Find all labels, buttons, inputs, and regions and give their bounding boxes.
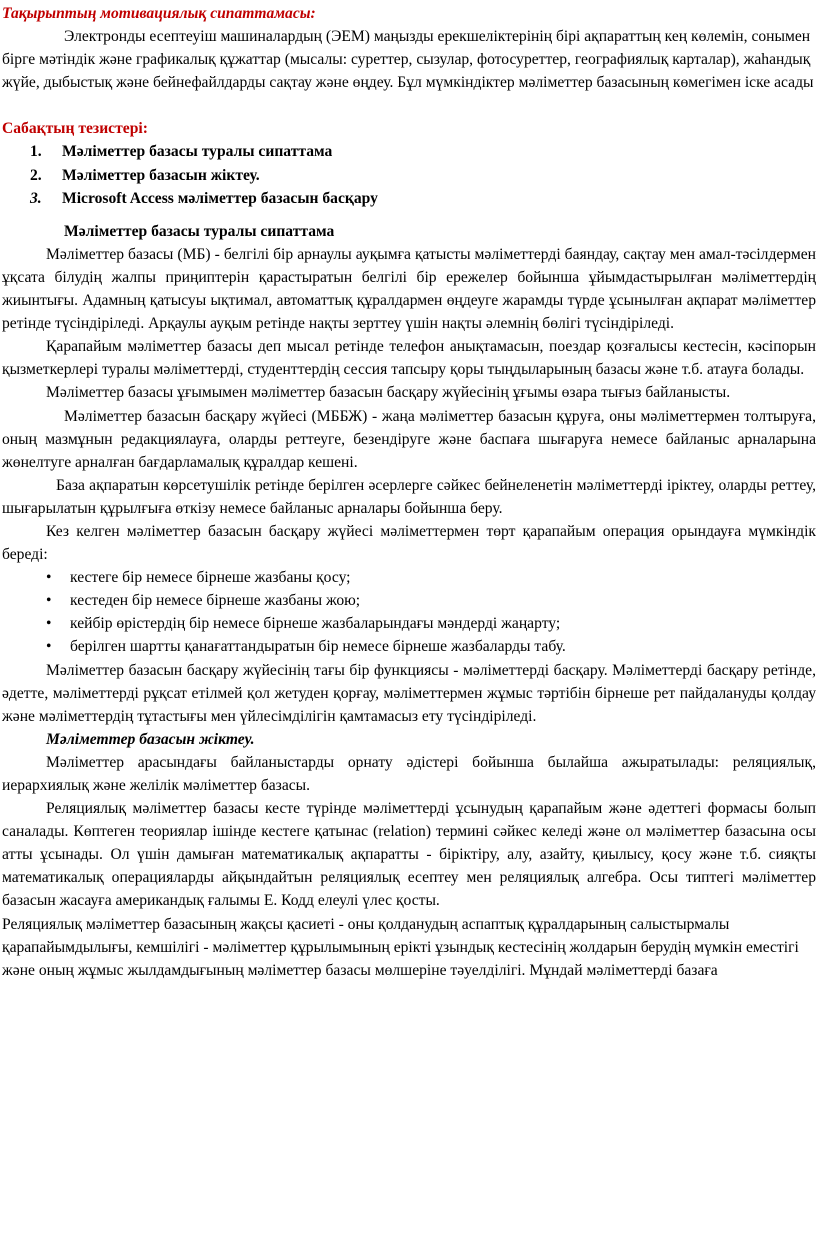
operation-text: кестеден бір немесе бірнеше жазбаны жою;: [70, 592, 361, 610]
bullet-icon: •: [46, 569, 52, 587]
thesis-text: Мәліметтер базасын жіктеу.: [62, 166, 260, 184]
section2-paragraph: Мәліметтер арасындағы байланыстарды орнату әдістері бойынша былайша ажыратылады: реляциялық, иерархиялық және желілік мәліметтер базасы.: [2, 753, 816, 794]
bullet-icon: •: [46, 638, 52, 656]
section1-paragraph: Мәліметтер базасын басқару жүйесі (МББЖ) - жаңа мәліметтер базасын құруға, оны мәліметтермен толтыруға, оның мазмұнын редакциялауға, оларды реттеуге, безендіруге және баспаға шығаруға немесе байланыс арналарына жөнелтуге арналған бағдарламалық құралдар кешені.: [2, 407, 816, 471]
thesis-item: [2, 164, 816, 187]
operation-text: кейбір өрістердің бір немесе бірнеше жазбаларындағы мәндерді жаңарту;: [70, 615, 561, 633]
section1-paragraph: Кез келген мәліметтер базасын басқару жүйесі мәліметтермен төрт қарапайым операция орындауға мүмкіндік береді:: [2, 522, 816, 564]
spacer: [2, 210, 816, 220]
section2-paragraph: Реляциялық мәліметтер базасының жақсы қасиеті - оны қолданудың аспаптық құралдарының салыстырмалы қарапайымдылығы, кемшілігі - мәліметтер құрылымының ерікті ұзындық кестесінің жолдарын берудің мүмкін еместігі және оның жұмыс жылдамдығының мәліметтер базасы мөлшеріне тәуелділігі. Мұндай мәліметтерді базаға: [2, 915, 799, 979]
motivation-text: Электронды есептеуіш машиналардың (ЭЕМ) маңызды ерекшеліктерінің бірі ақпараттың кең көлемін, сонымен бірге мәтіндік және графикалық құжаттар (мысалы: суреттер, сызулар, фотосуреттер, географиялық карталар), жаһандық жүйе, дыбыстық және бейнефайлдарды сақтау және өңдеу. Бұл мүмкіндіктер мәліметтер базасының көмегімен іске асады: [2, 28, 814, 92]
section1-paragraph: Мәліметтер базасын басқару жүйесінің тағы бір функциясы - мәліметтерді басқару. Мәліметтерді басқару ретінде, әдетте, мәліметтерді рұқсат етілмей қол жетуден қорғау, мәліметтермен жұмыс тәртібін бірнеше рет пайдалануды қолдау және мәліметтердің тұтастығы мен үйлесімділігін қамтамасыз ету түсіндіріледі.: [2, 661, 816, 725]
section1-title: Мәліметтер базасы туралы сипаттама: [64, 222, 335, 240]
section1-paragraph: Мәліметтер базасы ұғымымен мәліметтер базасын басқару жүйесінің ұғымы өзара тығыз байланысты.: [46, 384, 731, 402]
thesis-number: 3.: [30, 189, 42, 207]
theses-list: [2, 140, 816, 209]
thesis-number: 1.: [30, 143, 42, 161]
section2-paragraph: Реляциялық мәліметтер базасы кесте түрінде мәліметтерді ұсынудың қарапайым және әдеттегі формасы болып саналады. Көптеген теориялар ішінде кестеге қатынас (relation) термині сәйкес келеді және ол мәліметтер базасына осы атты ұсынады. Ол үшін дамыған математикалық ақпаратты - біріктіру, алу, азайту, қиылысу, қосу және т.б. сияқты математикалық операцияларды айқындайтын реляциялық есептеу мен реляциялық алгебра. Осы типтегі мәліметтер базасын жасауға американдық ғалымы Е. Кодд елеулі үлес қосты.: [2, 800, 816, 910]
operation-item: [2, 566, 816, 589]
motivation-title: Тақырыптың мотивациялық сипаттамасы:: [2, 5, 316, 22]
thesis-number: 2.: [30, 166, 42, 184]
thesis-item: [2, 187, 816, 210]
thesis-text: Microsoft Access мәліметтер базасын басқару: [62, 189, 378, 207]
bullet-icon: •: [46, 592, 52, 610]
operation-text: берілген шартты қанағаттандыратын бір немесе бірнеше жазбаларды табу.: [70, 638, 566, 656]
theses-title: Сабақтың тезистері:: [2, 120, 148, 138]
operation-item: [2, 589, 816, 612]
thesis-item: [2, 140, 816, 163]
spacer: [2, 94, 816, 117]
section1-paragraph: База ақпаратын көрсетушілік ретінде берілген әсерлерге сәйкес бейнеленетін мәліметтерді іріктеу, оларды реттеу, шығарылатын құрылғыға өткізу немесе байланыс арналары бойынша беру.: [2, 476, 816, 517]
operation-text: кестеге бір немесе бірнеше жазбаны қосу;: [70, 569, 351, 587]
thesis-text: Мәліметтер базасы туралы сипаттама: [62, 143, 333, 161]
section1-paragraph: Қарапайым мәліметтер базасы деп мысал ретінде телефон анықтамасын, поездар қозғалысы кестесін, кәсіпорын қызметкерлері туралы мәліметтерді, студенттердің сессия тапсыру қоры тыңдыларының базасы және т.б. атауға болады.: [2, 338, 816, 379]
operation-item: [2, 612, 816, 635]
bullet-icon: •: [46, 615, 52, 633]
section1-paragraph: Мәліметтер базасы (МБ) - белгілі бір арнаулы ауқымға қатысты мәліметтерді баяндау, сақтау мен амал-тәсілдермен ұқсата білудің жалпы приңиптерін қарастыратын белгілі бір ережелер бойынша ұйымдастырылған мәліметтердің жиынтығы. Адамның қатысуы ықтимал, автоматтық құралдармен өңдеуге жарамды түрде ұсынылған ақпарат мәліметтер ретінде түсіндіріледі. Арқаулы ауқым ретінде нақты зерттеу үшін нақты әлемнің бөлігі түсіндіріледі.: [2, 245, 816, 333]
operations-list: [2, 566, 816, 658]
operation-item: [2, 635, 816, 658]
section2-title: Мәліметтер базасын жіктеу.: [46, 730, 255, 748]
